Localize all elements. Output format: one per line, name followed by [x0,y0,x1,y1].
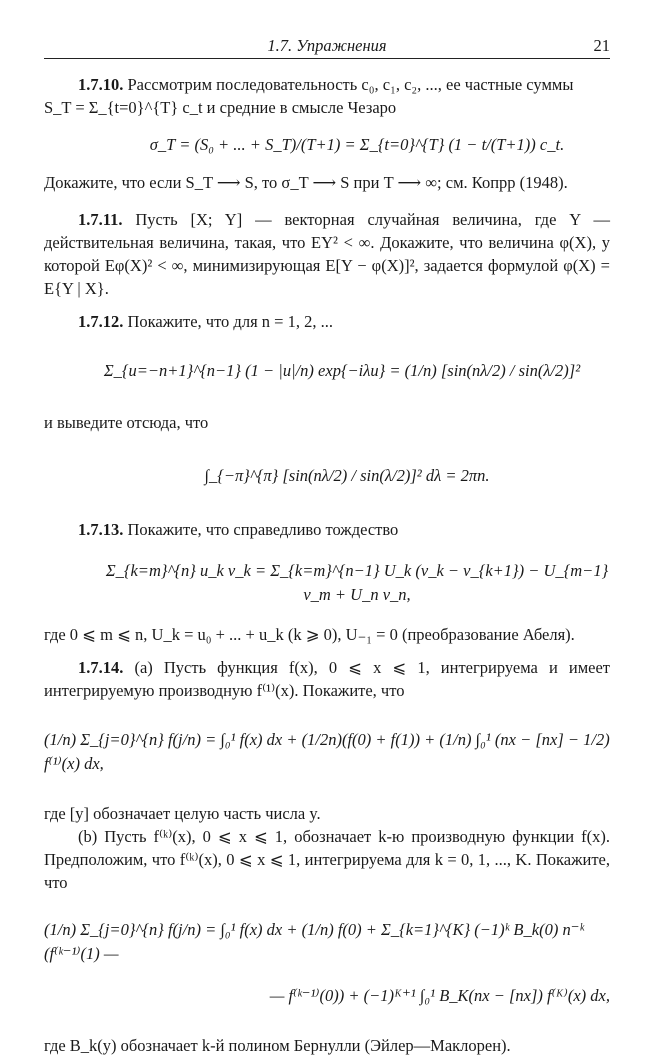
exercise-part-b: (b) Пусть f⁽ᵏ⁾(x), 0 ⩽ x ⩽ 1, обозначает k-ю производную функции f(x). Предположим, что f⁽ᵏ⁾(x), 0 ⩽ x ⩽ 1, интегрируема для k = 0, 1, ..., K. Покажите, что [44,827,610,892]
exercise-text: Рассмотрим последовательность c₀, c₁, c₂, ..., ее частные суммы [127,75,574,94]
exercise-number: 1.7.14. [78,658,124,677]
exercise-number: 1.7.13. [78,520,124,539]
fejer-integral-formula: ∫_{−π}^{π} [sin(nλ/2) / sin(λ/2)]² dλ = 2πn. [204,466,490,485]
exercise-number: 1.7.12. [78,312,124,331]
exercise-text-conclusion: Докажите, что если S_T ⟶ S, то σ_T ⟶ S при T ⟶ ∞; см. Копрр (1948). [44,173,568,192]
exercise-text-cont: где 0 ⩽ m ⩽ n, U_k = u₀ + ... + u_k (k ⩾ 0), U₋₁ = 0 (преобразование Абеля). [44,625,575,644]
exercise-1-7-13 [44,518,610,541]
fejer-kernel-formula: Σ_{u=−n+1}^{n−1} (1 − |u|/n) exp{−iλu} = (1/n) [sin(nλ/2) / sin(λ/2)]² [103,361,581,380]
exercise-text: Покажите, что для n = 1, 2, ... [127,312,333,331]
abel-summation-formula: Σ_{k=m}^{n} u_k v_k = Σ_{k=m}^{n−1} U_k (v_k − v_{k+1}) − U_{m−1} v_m + U_n v_n, [105,561,609,604]
exercise-text: (a) Пусть функция f(x), 0 ⩽ x ⩽ 1, интегрируема и имеет интегрируемую производную f⁽¹⁾(x). Покажите, что [44,658,611,700]
page-number: 21 [593,36,610,55]
running-header [44,34,610,59]
euler-maclaurin-b-formula-line2: — f⁽ᵏ⁻¹⁾(0)) + (−1)ᴷ⁺¹ ∫₀¹ B_K(nx − [nx]) f⁽ᴷ⁾(x) dx, [269,986,610,1005]
exercise-text-cont: и выведите отсюда, что [44,413,209,432]
euler-maclaurin-a-formula: (1/n) Σ_{j=0}^{n} f(j/n) = ∫₀¹ f(x) dx + (1/2n)(f(0) + f(1)) + (1/n) ∫₀¹ (nx − [nx] − 1/2) f⁽¹⁾(x) dx, [44,730,610,773]
book-page [44,34,610,1057]
cesaro-formula: σ_T = (S₀ + ... + S_T)/(T+1) = Σ_{t=0}^{T} (1 − t/(T+1)) c_t. [149,135,565,154]
euler-maclaurin-b-formula-line1: (1/n) Σ_{j=0}^{n} f(j/n) = ∫₀¹ f(x) dx + (1/n) f(0) + Σ_{k=1}^{K} (−1)ᵏ B_k(0) n⁻ᵏ (f⁽ᵏ⁻¹⁾(1) — [44,920,585,963]
exercise-text-cont: S_T = Σ_{t=0}^{T} c_t и средние в смысле Чезаро [44,98,397,117]
exercise-number: 1.7.11. [78,210,123,229]
exercise-number: 1.7.10. [78,75,124,94]
exercise-text: Пусть [X; Y] — векторная случайная величина, где Y — действительная величина, такая, что EY² < ∞. Докажите, что величина φ(X), у которой Eφ(X)² < ∞, минимизирующая E[Y − φ(X)]², задается формулой φ(X) = E{Y | X}. [44,210,611,298]
exercise-text-conclusion: где B_k(y) обозначает k-й полином Бернулли (Эйлер—Маклорен). [44,1036,511,1055]
exercise-1-7-11 [44,208,610,300]
exercise-1-7-10 [44,73,610,96]
section-title: 1.7. Упражнения [267,36,387,55]
exercise-text: Покажите, что справедливо тождество [127,520,399,539]
exercise-text-cont: где [y] обозначает целую часть числа y. [44,804,321,823]
exercise-1-7-12 [44,310,610,333]
exercise-1-7-14 [44,656,610,702]
